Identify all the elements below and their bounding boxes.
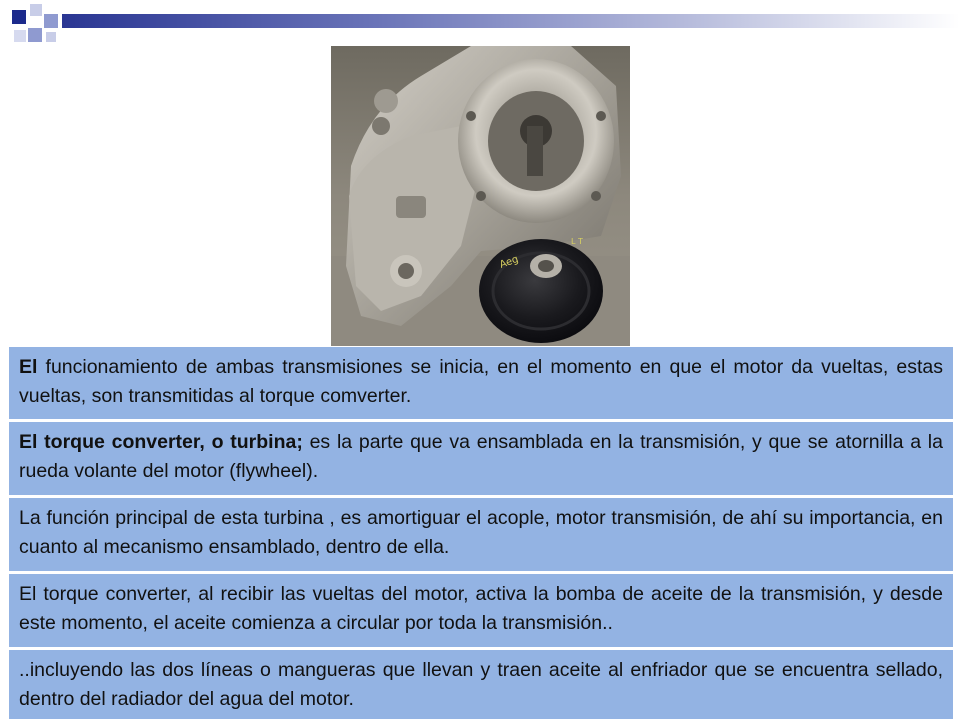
row-text: ..incluyendo las dos líneas o mangueras que llevan y traen aceite al enfriador que se encuentra sellado, dentro del radiador del agua del motor. (19, 659, 943, 710)
decor-square (14, 30, 26, 42)
row-bold-lead: El (19, 356, 38, 378)
decor-square (12, 10, 26, 24)
row-text: es la parte que va ensamblada en la transmisión, y que se atornilla a la rueda volante del motor (flywheel). (19, 431, 943, 482)
transmission-photo (331, 46, 630, 347)
decor-square (30, 4, 42, 16)
row-text: funcionamiento de ambas transmisiones se inicia, en el momento en que el motor da vueltas, estas vueltas, son transmitidas al torque comverter. (19, 356, 943, 407)
row-text: La función principal de esta turbina , es amortiguar el acople, motor transmisión, de ahí su importancia, en cuanto al mecanismo ensamblado, dentro de ella. (19, 507, 943, 558)
content-row (8, 420, 954, 496)
row-text: El torque converter, al recibir las vueltas del motor, activa la bomba de aceite de la transmisión, y desde este momento, el aceite comienza a circular por toda la transmisión.. (19, 583, 943, 634)
content-row (8, 648, 954, 720)
header-gradient-bar (62, 14, 960, 28)
row-bold-lead: El torque converter, o turbina; (19, 431, 303, 453)
svg-text:Aeg: Aeg (498, 253, 521, 271)
transmission-illustration (331, 46, 630, 347)
content-row (8, 496, 954, 572)
content-row (8, 346, 954, 420)
svg-text:L T: L T (571, 237, 583, 246)
content-table (8, 346, 954, 720)
content-row (8, 572, 954, 648)
decor-square (46, 32, 56, 42)
decor-square (28, 28, 42, 42)
decor-square (44, 14, 58, 28)
